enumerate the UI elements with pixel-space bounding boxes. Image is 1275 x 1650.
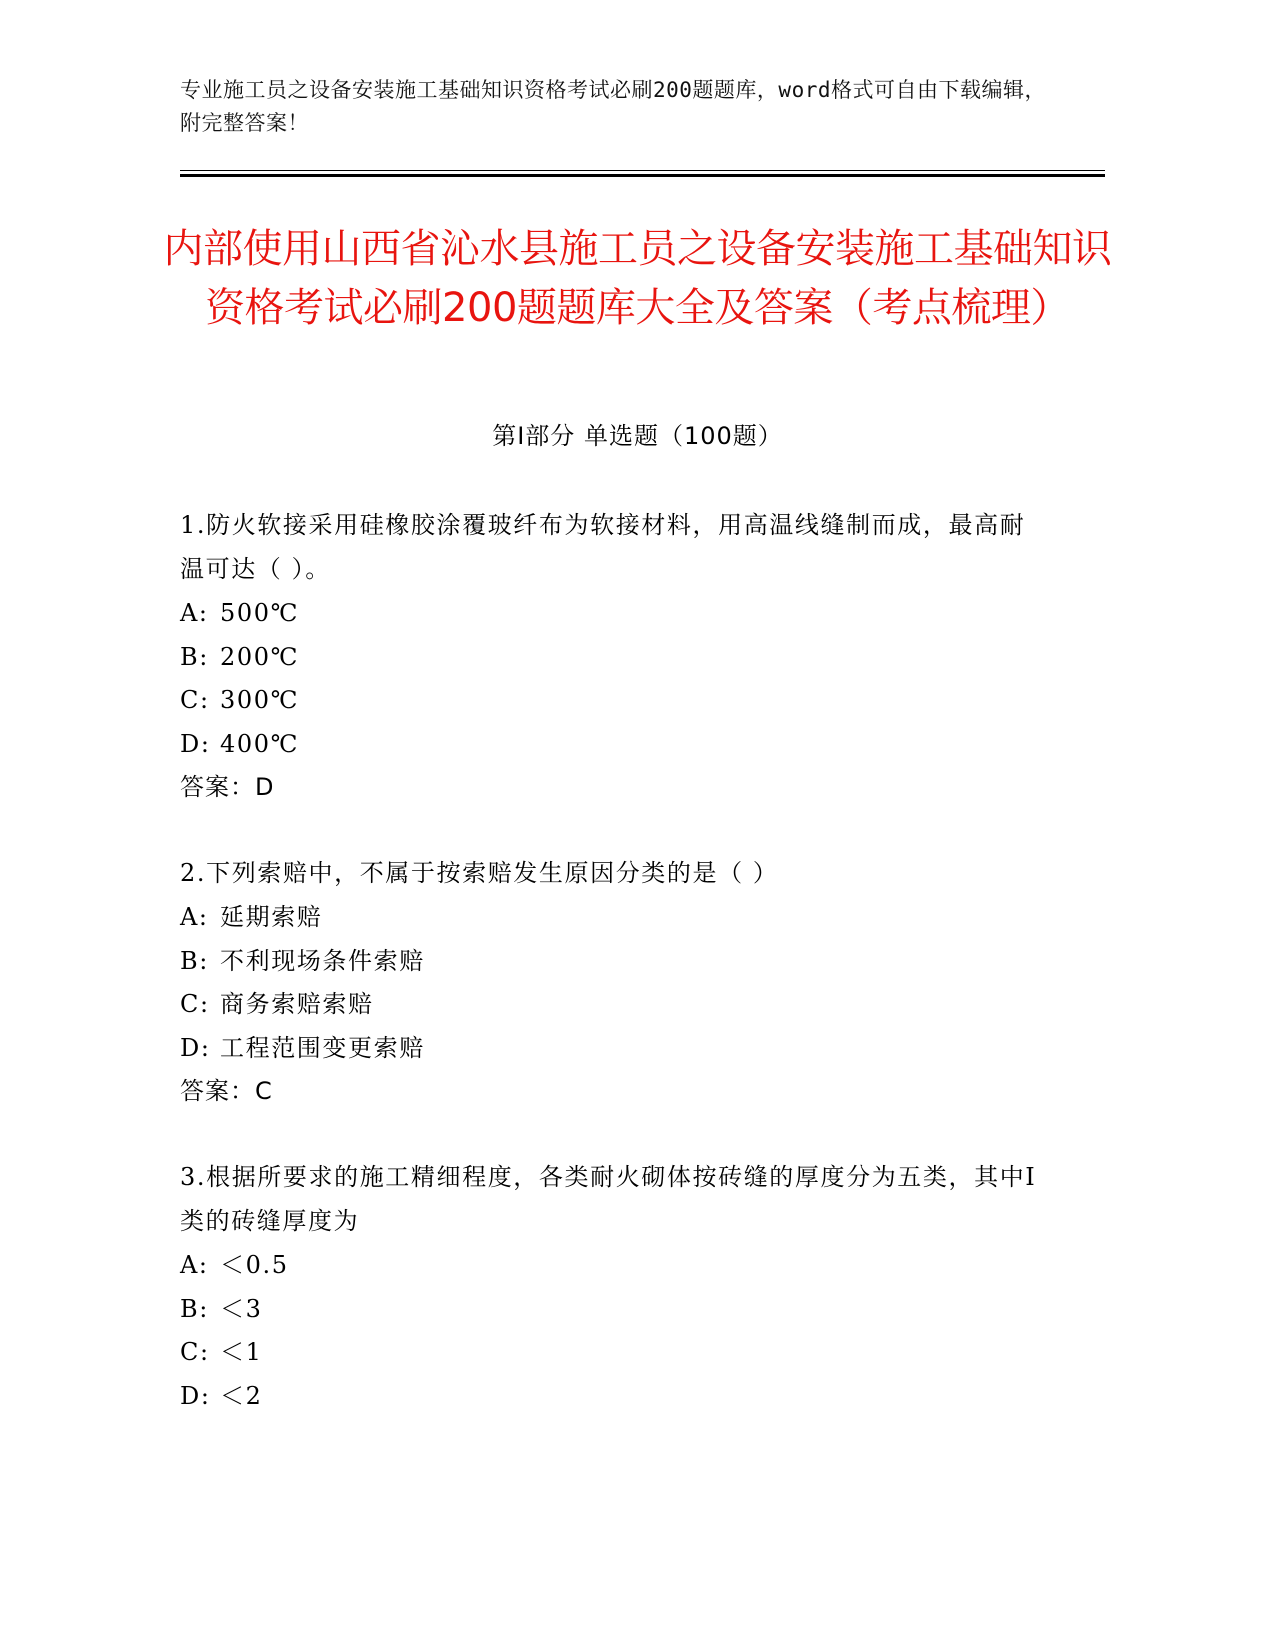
- option-text: 不利现场条件索赔: [220, 946, 425, 975]
- question-2: [180, 851, 1040, 1113]
- question-stem: 1.防火软接采用硅橡胶涂覆玻纤布为软接材料，用高温线缝制而成，最高耐温可达（ ）。: [180, 511, 1026, 583]
- option-a: [180, 895, 1040, 939]
- question-1: [180, 503, 1040, 809]
- option-d: [180, 722, 1040, 766]
- option-text: 商务索赔索赔: [220, 990, 374, 1018]
- option-key: A:: [180, 1251, 209, 1279]
- option-b: [180, 635, 1040, 679]
- option-text: 工程范围变更索赔: [220, 1033, 425, 1062]
- header-divider-thick: [180, 174, 1105, 177]
- option-key: A:: [180, 599, 209, 627]
- header-note: 专业施工员之设备安装施工基础知识资格考试必刷200题题库，word格式可自由下载编辑，附完整答案！: [180, 78, 1046, 135]
- section-heading: 第Ⅰ部分 单选题（100题）: [492, 422, 783, 450]
- option-text: 500℃: [220, 599, 300, 627]
- option-c: [180, 1330, 1040, 1374]
- option-key: B:: [180, 1294, 209, 1323]
- option-c: [180, 982, 1040, 1026]
- option-text: 400℃: [220, 729, 300, 758]
- option-b: [180, 1287, 1040, 1331]
- option-text: 300℃: [220, 686, 300, 714]
- option-key: B:: [180, 642, 209, 671]
- option-c: [180, 678, 1040, 722]
- document-title: 内部使用山西省沁水县施工员之设备安装施工基础知识资格考试必刷200题题库大全及答案（考点梳理）: [163, 226, 1112, 331]
- question-stem: 2.下列索赔中，不属于按索赔发生原因分类的是（ ）: [180, 859, 779, 887]
- option-text: ＜3: [220, 1294, 263, 1323]
- option-key: A:: [180, 903, 209, 931]
- option-text: 延期索赔: [220, 903, 323, 931]
- option-a: [180, 591, 1040, 635]
- option-text: ＜1: [220, 1338, 263, 1366]
- question-stem: 3.根据所要求的施工精细程度，各类耐火砌体按砖缝的厚度分为五类，其中Ⅰ类的砖缝厚度为: [180, 1163, 1037, 1235]
- header-divider-thin: [180, 170, 1105, 171]
- answer-line: 答案：D: [180, 773, 275, 801]
- answer-line: 答案：C: [180, 1077, 273, 1105]
- option-key: C:: [180, 990, 210, 1018]
- option-key: C:: [180, 1338, 210, 1366]
- option-a: [180, 1243, 1040, 1287]
- option-d: [180, 1026, 1040, 1070]
- option-d: [180, 1374, 1040, 1418]
- option-key: D:: [180, 729, 211, 758]
- option-b: [180, 939, 1040, 983]
- option-key: B:: [180, 946, 209, 975]
- option-key: D:: [180, 1033, 211, 1062]
- option-text: ＜2: [220, 1381, 263, 1410]
- option-key: D:: [180, 1381, 211, 1410]
- option-key: C:: [180, 686, 210, 714]
- question-3: [180, 1155, 1040, 1417]
- option-text: 200℃: [220, 642, 300, 671]
- option-text: ＜0.5: [220, 1251, 289, 1279]
